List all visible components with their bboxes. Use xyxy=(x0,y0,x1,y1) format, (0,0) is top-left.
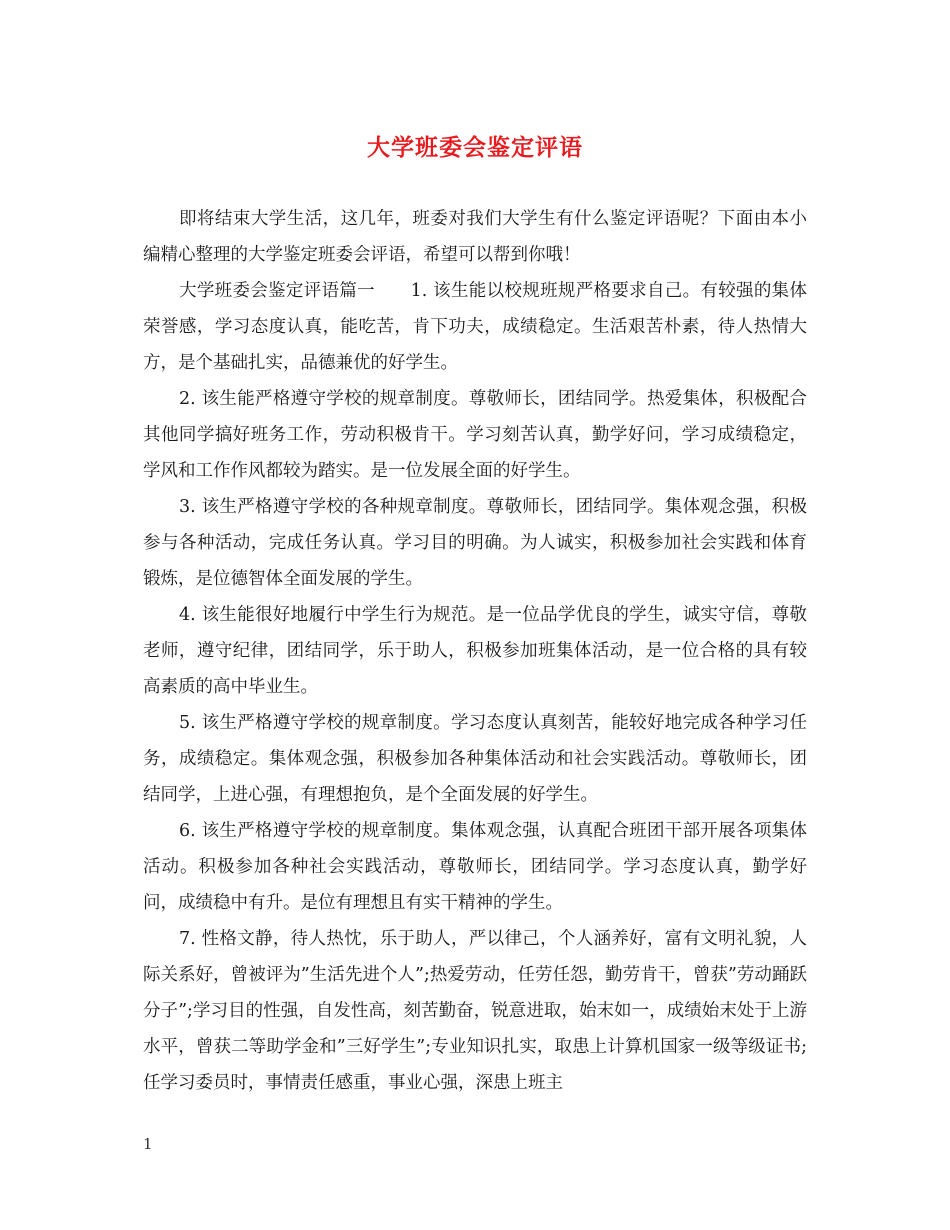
intro-paragraph: 即将结束大学生活，这几年，班委对我们大学生有什么鉴定评语呢？下面由本小编精心整理的大学鉴定班委会评语，希望可以帮到你哦！ xyxy=(143,209,807,265)
comment-paragraph-2: 2. 该生能严格遵守学校的规章制度。尊敬师长，团结同学。热爱集体，积极配合其他同学搞好班务工作，劳动积极肯干。学习刻苦认真，勤学好问，学习成绩稳定，学风和工作作风都较为踏实。是一位发展全面的好学生。 xyxy=(143,389,807,481)
comment-paragraph-3: 3. 该生严格遵守学校的各种规章制度。尊敬师长，团结同学。集体观念强，积极参与各种活动，完成任务认真。学习目的明确。为人诚实，积极参加社会实践和体育锻炼，是位德智体全面发展的学生。 xyxy=(143,497,807,589)
comment-paragraph-5: 5. 该生严格遵守学校的规章制度。学习态度认真刻苦，能较好地完成各种学习任务，成绩稳定。集体观念强，积极参加各种集体活动和社会实践活动。尊敬师长，团结同学，上进心强，有理想抱负，是个全面发展的好学生。 xyxy=(143,713,807,805)
comment-paragraph-4: 4. 该生能很好地履行中学生行为规范。是一位品学优良的学生，诚实守信，尊敬老师，遵守纪律，团结同学，乐于助人，积极参加班集体活动，是一位合格的具有较高素质的高中毕业生。 xyxy=(143,605,807,697)
comment-paragraph-7: 7. 性格文静，待人热忱，乐于助人，严以律己，个人涵养好，富有文明礼貌，人际关系好，曾被评为”生活先进个人”;热爱劳动，任劳任怨，勤劳肯干，曾获”劳动踊跃分子”;学习目的性强，自发性高，刻苦勤奋，锐意进取，始末如一，成绩始末处于上游水平，曾获二等助学金和”三好学生”;专业知识扎实，取患上计算机国家一级等级证书;任学习委员时，事情责任感重，事业心强，深患上班主 xyxy=(143,929,807,1093)
comment-paragraph-1: 大学班委会鉴定评语篇一 1. 该生能以校规班规严格要求自己。有较强的集体荣誉感，学习态度认真，能吃苦，肯下功夫，成绩稳定。生活艰苦朴素，待人热情大方，是个基础扎实，品德兼优的好学生。 xyxy=(143,281,807,373)
document-title: 大学班委会鉴定评语 xyxy=(367,134,583,161)
comment-paragraph-6: 6. 该生严格遵守学校的规章制度。集体观念强，认真配合班团干部开展各项集体活动。积极参加各种社会实践活动，尊敬师长，团结同学。学习态度认真，勤学好问，成绩稳中有升。是位有理想且有实干精神的学生。 xyxy=(143,821,807,913)
document-body xyxy=(143,201,807,1101)
page-number: 1 xyxy=(143,1135,153,1153)
